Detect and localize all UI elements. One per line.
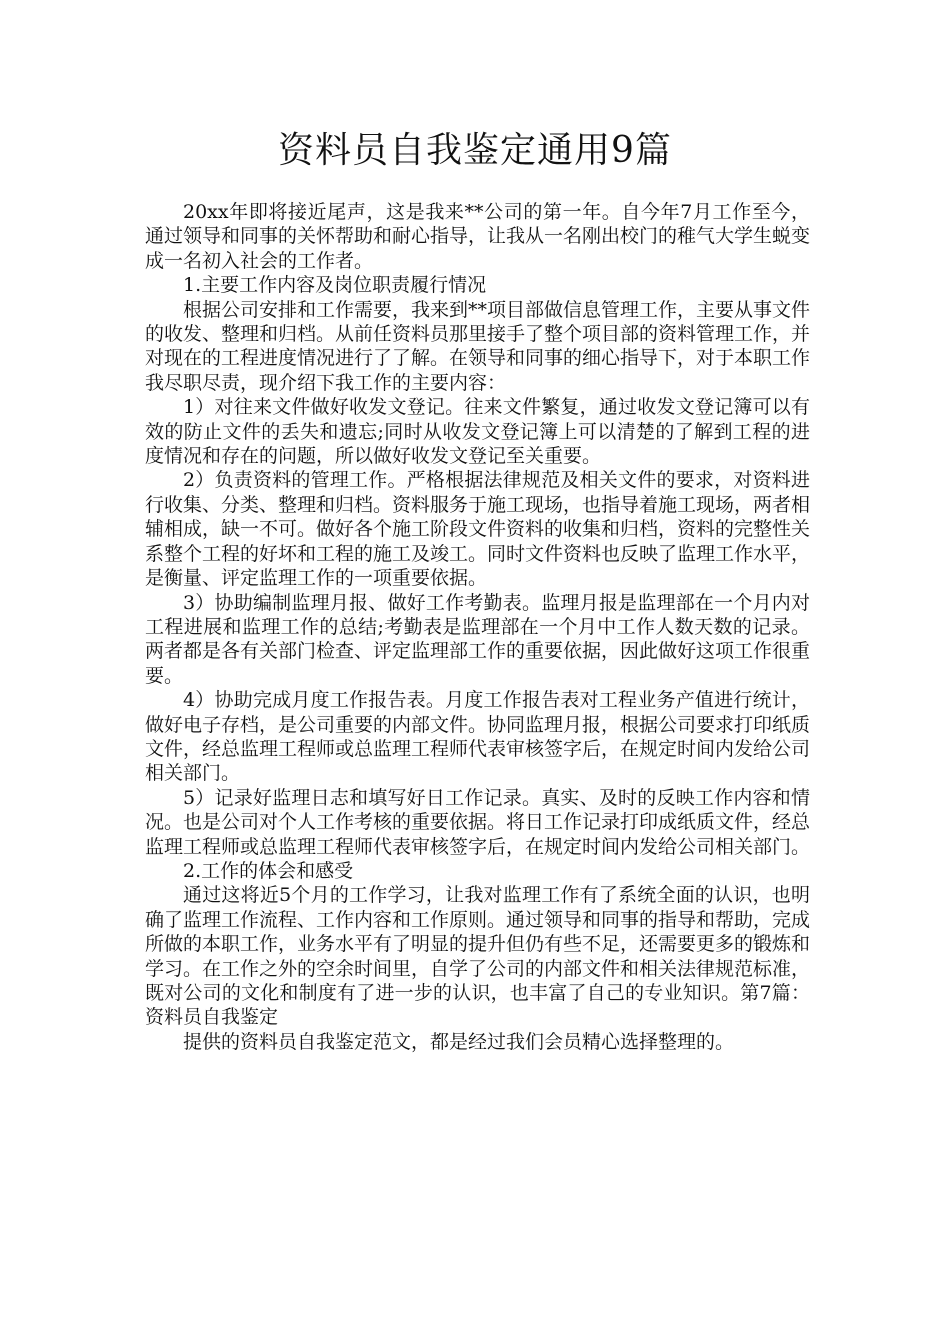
list-item-3: 3）协助编制监理月报、做好工作考勤表。监理月报是监理部在一个月内对工程进展和监理工作的总结;考勤表是监理部在一个月中工作人数天数的记录。两者都是各有关部门检查、评定监理部工作的重要依据，因此做好这项工作很重要。 xyxy=(145,591,811,687)
document-body xyxy=(145,200,810,1054)
section-heading-2: 2.工作的体会和感受 xyxy=(183,859,354,882)
list-item-2: 2）负责资料的管理工作。严格根据法律规范及相关文件的要求，对资料进行收集、分类、整理和归档。资料服务于施工现场，也指导着施工现场，两者相辅相成，缺一不可。做好各个施工阶段文件资料的收集和归档，资料的完整性关系整个工程的好坏和工程的施工及竣工。同时文件资料也反映了监理工作水平，是衡量、评定监理工作的一项重要依据。 xyxy=(145,469,811,590)
section-heading-1: 1.主要工作内容及岗位职责履行情况 xyxy=(183,274,487,297)
paragraph-intro: 20xx年即将接近尾声，这是我来**公司的第一年。自今年7月工作至今，通过领导和同事的关怀帮助和耐心指导，让我从一名刚出校门的稚气大学生蜕变成一名初入社会的工作者。 xyxy=(145,201,811,272)
list-item-4: 4）协助完成月度工作报告表。月度工作报告表对工程业务产值进行统计，做好电子存档，是公司重要的内部文件。协同监理月报，根据公司要求打印纸质文件，经总监理工程师或总监理工程师代表审核签字后，在规定时间内发给公司相关部门。 xyxy=(145,689,811,785)
paragraph-reflection: 通过这将近5个月的工作学习，让我对监理工作有了系统全面的认识，也明确了监理工作流程、工作内容和工作原则。通过领导和同事的指导和帮助，完成所做的本职工作，业务水平有了明显的提升但仍有些不足，还需要更多的锻炼和学习。在工作之外的空余时间里，自学了公司的内部文件和相关法律规范标准，既对公司的文化和制度有了进一步的认识，也丰富了自己的专业知识。第7篇：资料员自我鉴定 xyxy=(145,884,811,1029)
list-item-1: 1）对往来文件做好收发文登记。往来文件繁复，通过收发文登记簿可以有效的防止文件的丢失和遗忘;同时从收发文登记簿上可以清楚的了解到工程的进度情况和存在的问题，所以做好收发文登记至关重要。 xyxy=(145,396,810,468)
document-title: 资料员自我鉴定通用9篇 xyxy=(278,130,672,171)
list-item-5: 5）记录好监理日志和填写好日工作记录。真实、及时的反映工作内容和情况。也是公司对个人工作考核的重要依据。将日工作记录打印成纸质文件，经总监理工程师或总监理工程师代表审核签字后，在规定时间内发给公司相关部门。 xyxy=(145,786,811,858)
paragraph-closing: 提供的资料员自我鉴定范文，都是经过我们会员精心选择整理的。 xyxy=(183,1030,735,1053)
paragraph-duties: 根据公司安排和工作需要，我来到**项目部做信息管理工作，主要从事文件的收发、整理和归档。从前任资料员那里接手了整个项目部的资料管理工作，并对现在的工程进度情况进行了了解。在领导和同事的细心指导下，对于本职工作我尽职尽责，现介绍下我工作的主要内容： xyxy=(145,298,811,394)
